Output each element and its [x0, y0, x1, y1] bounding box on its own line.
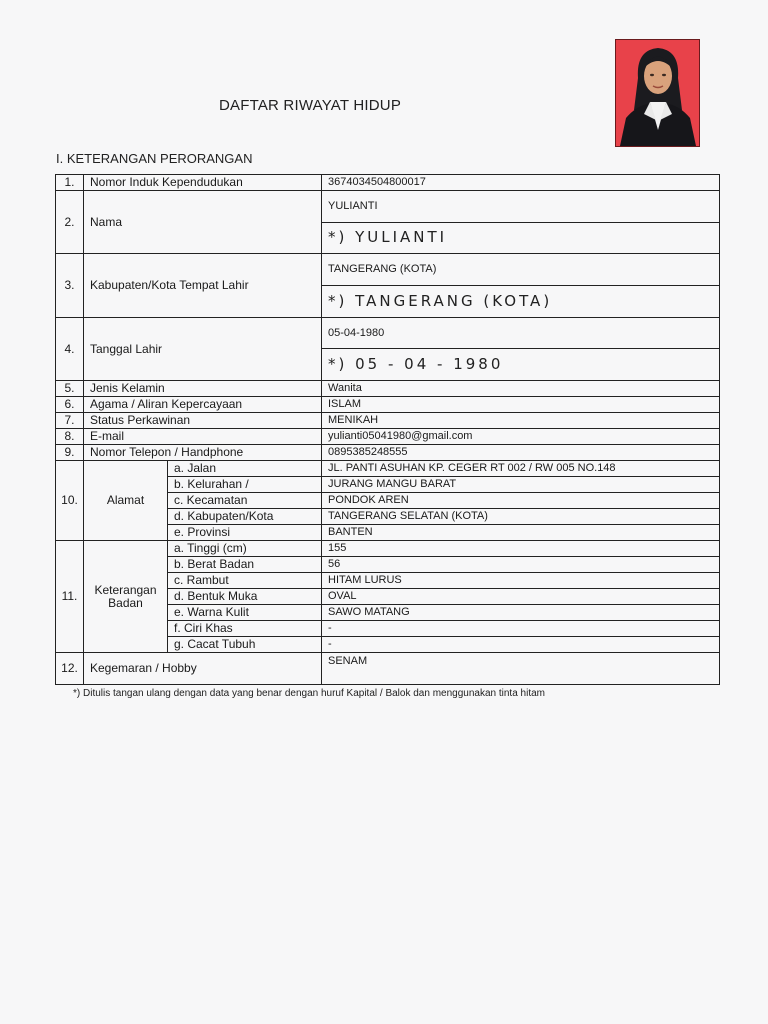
sub-value: - [322, 637, 720, 653]
table-row [56, 429, 720, 445]
sub-label: d. Kabupaten/Kota [168, 509, 322, 525]
row-value: MENIKAH [322, 413, 720, 429]
table-row [56, 175, 720, 191]
passport-photo [615, 39, 700, 147]
row-label: Nomor Induk Kependudukan [84, 175, 322, 191]
handwritten-value [322, 223, 720, 254]
row-number: 4. [56, 318, 84, 381]
handwritten-value [322, 286, 720, 318]
sub-label: c. Rambut [168, 573, 322, 589]
handwritten-value [322, 349, 720, 381]
table-row [56, 413, 720, 429]
sub-label: b. Kelurahan / [168, 477, 322, 493]
table-row [56, 445, 720, 461]
row-label: Nomor Telepon / Handphone [84, 445, 322, 461]
sub-label: g. Cacat Tubuh [168, 637, 322, 653]
table-row [56, 318, 720, 349]
personal-info-table [55, 174, 720, 685]
row-label: Tanggal Lahir [84, 318, 322, 381]
row-label: Kegemaran / Hobby [84, 653, 322, 685]
row-value: 3674034504800017 [322, 175, 720, 191]
row-number: 9. [56, 445, 84, 461]
sub-value: 155 [322, 541, 720, 557]
sub-value: - [322, 621, 720, 637]
row-label: E-mail [84, 429, 322, 445]
row-value: YULIANTI [322, 191, 720, 223]
sub-label: a. Jalan [168, 461, 322, 477]
row-number: 11. [56, 541, 84, 653]
sub-label: b. Berat Badan [168, 557, 322, 573]
row-label: Alamat [84, 461, 168, 541]
row-value: Wanita [322, 381, 720, 397]
sub-value: JL. PANTI ASUHAN KP. CEGER RT 002 / RW 005 NO.148 [322, 461, 720, 477]
sub-label: e. Provinsi [168, 525, 322, 541]
sub-value: BANTEN [322, 525, 720, 541]
document-title: DAFTAR RIWAYAT HIDUP [218, 97, 402, 114]
row-number: 2. [56, 191, 84, 254]
row-number: 5. [56, 381, 84, 397]
table-row [56, 381, 720, 397]
sub-label: f. Ciri Khas [168, 621, 322, 637]
row-label: Jenis Kelamin [84, 381, 322, 397]
footnote: *) Ditulis tangan ulang dengan data yang benar dengan huruf Kapital / Balok dan menggunakan tinta hitam [73, 688, 546, 699]
sub-value: JURANG MANGU BARAT [322, 477, 720, 493]
portrait-image [616, 40, 699, 146]
table-row [56, 397, 720, 413]
sub-label: c. Kecamatan [168, 493, 322, 509]
sub-value: 56 [322, 557, 720, 573]
row-label: Kabupaten/Kota Tempat Lahir [84, 254, 322, 318]
row-value: SENAM [322, 653, 720, 685]
table-row [56, 461, 720, 477]
sub-label: d. Bentuk Muka [168, 589, 322, 605]
row-value: yulianti05041980@gmail.com [322, 429, 720, 445]
row-label: Keterangan Badan [84, 541, 168, 653]
handwritten-text: *) YULIANTI [328, 228, 448, 246]
handwritten-text: *) 05 - 04 - 1980 [328, 354, 504, 373]
row-label: Status Perkawinan [84, 413, 322, 429]
row-number: 1. [56, 175, 84, 191]
sub-label: e. Warna Kulit [168, 605, 322, 621]
sub-value: HITAM LURUS [322, 573, 720, 589]
row-number: 12. [56, 653, 84, 685]
row-value: 0895385248555 [322, 445, 720, 461]
row-value: ISLAM [322, 397, 720, 413]
row-value: TANGERANG (KOTA) [322, 254, 720, 286]
row-number: 6. [56, 397, 84, 413]
sub-value: SAWO MATANG [322, 605, 720, 621]
section-title: I. KETERANGAN PERORANGAN [56, 151, 253, 166]
handwritten-text: *) TANGERANG (KOTA) [328, 291, 553, 310]
row-value: 05-04-1980 [322, 318, 720, 349]
table-row [56, 653, 720, 685]
row-number: 8. [56, 429, 84, 445]
sub-value: TANGERANG SELATAN (KOTA) [322, 509, 720, 525]
table-row [56, 254, 720, 286]
sub-value: PONDOK AREN [322, 493, 720, 509]
row-label: Nama [84, 191, 322, 254]
table-row [56, 541, 720, 557]
table-row [56, 191, 720, 223]
row-number: 10. [56, 461, 84, 541]
sub-label: a. Tinggi (cm) [168, 541, 322, 557]
sub-value: OVAL [322, 589, 720, 605]
row-number: 7. [56, 413, 84, 429]
row-number: 3. [56, 254, 84, 318]
row-label: Agama / Aliran Kepercayaan [84, 397, 322, 413]
